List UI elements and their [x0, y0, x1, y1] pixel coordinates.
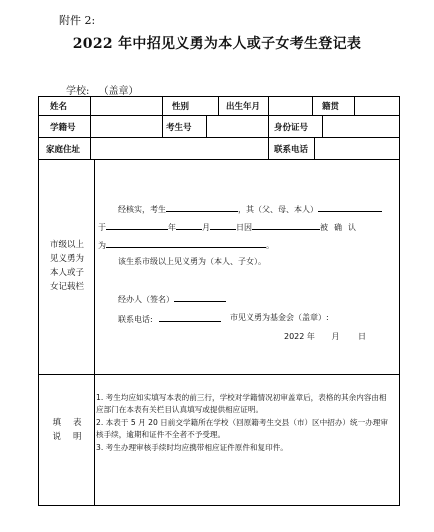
notes-side-char: 说: [52, 432, 61, 442]
person-blank[interactable]: [318, 202, 382, 212]
cert-text: 。: [266, 241, 274, 250]
cert-text: 年: [168, 223, 176, 232]
cert-text: 于: [98, 223, 106, 232]
cert-side-line: 女记载栏: [49, 282, 84, 292]
cert-text: 日因: [236, 223, 252, 232]
cert-text: 月: [202, 223, 210, 232]
cert-text: 被确认: [320, 223, 362, 232]
reason-blank[interactable]: [252, 220, 320, 230]
school-stamp: （盖章）: [98, 86, 139, 97]
phone-label: 联系电话: [274, 145, 309, 155]
instructions-list: [96, 392, 394, 454]
id-no-label: 身份证号: [274, 123, 309, 133]
gender-label: 性别: [172, 102, 190, 112]
cert-date: [284, 331, 366, 342]
cert-text: ，其（父、母、本人）: [238, 205, 318, 214]
cert-side-line: 市级以上: [49, 240, 84, 250]
cert-line-4: 该生系市级以上见义勇为（本人、子女）。: [118, 257, 266, 266]
day-blank[interactable]: [210, 220, 236, 230]
cert-text: 经核实，考生: [118, 205, 166, 214]
birth-label: 出生年月: [226, 102, 261, 112]
col-divider: [314, 137, 315, 160]
contact-line: [118, 312, 221, 325]
month-blank[interactable]: [176, 220, 202, 230]
registration-form-table: [38, 96, 400, 506]
col-divider: [90, 96, 91, 159]
cert-line-2: [98, 220, 362, 233]
cert-text: 为: [98, 241, 106, 250]
fund-stamp-label: 市见义勇为基金会（盖章）:: [230, 313, 329, 322]
handler-line: [118, 292, 226, 305]
date-day: 日: [358, 332, 366, 341]
contact-phone-blank[interactable]: [159, 312, 221, 322]
row-divider: [38, 374, 400, 375]
date-year: 2022 年: [284, 332, 315, 341]
address-label: 家庭住址: [46, 145, 81, 155]
school-label: 学校:: [66, 86, 90, 97]
cert-side-line: 本人或子: [49, 268, 84, 278]
handler-signature-blank[interactable]: [174, 292, 226, 302]
notes-side-char: 表: [73, 418, 82, 428]
instruction-item: 1. 考生均应如实填写本表的前三行，学校对学籍情况初审盖章后，表格的其余内容由相应部门在本表有关栏目认真填写或提供相应证明。: [96, 393, 387, 415]
notes-side-char: 填: [52, 418, 61, 428]
school-line: [66, 82, 145, 97]
row-divider: [38, 115, 400, 116]
origin-label: 籍贯: [322, 102, 340, 112]
col-divider: [162, 96, 163, 137]
attachment-label: 附件 2:: [59, 14, 96, 27]
page-title: 2022 年中招见义勇为本人或子女考生登记表: [72, 36, 362, 52]
cert-side-line: 见义勇为: [49, 254, 84, 264]
table-border-left: [38, 96, 39, 506]
cert-line-1: [118, 202, 382, 215]
row-divider: [38, 159, 400, 160]
confirmed-as-blank[interactable]: [106, 238, 266, 248]
col-divider: [322, 115, 323, 138]
cert-section-label: [40, 238, 94, 294]
section-label-divider: [94, 159, 95, 506]
name-label: 姓名: [50, 102, 68, 112]
table-border-right: [399, 96, 400, 506]
row-divider: [38, 137, 400, 138]
date-month: 月: [331, 332, 340, 341]
instruction-item: 3. 考生办理审核手续时均应携带相应证件原件和复印件。: [96, 442, 288, 452]
contact-label: 联系电话:: [118, 315, 153, 324]
notes-section-label: [40, 416, 94, 444]
notes-side-char: 明: [73, 432, 82, 442]
year-blank[interactable]: [106, 220, 168, 230]
col-divider: [312, 96, 313, 116]
col-divider: [218, 96, 219, 116]
exam-no-label: 考生号: [166, 123, 192, 133]
table-border-top: [38, 96, 400, 97]
examinee-name-blank[interactable]: [166, 202, 238, 212]
col-divider: [206, 115, 207, 138]
col-divider: [354, 96, 355, 116]
cert-line-3: [98, 238, 274, 251]
table-border-bottom: [38, 505, 400, 506]
col-divider: [268, 96, 269, 159]
handler-label: 经办人（签名）: [118, 295, 174, 304]
student-no-label: 学籍号: [50, 123, 76, 133]
instruction-item: 2. 本表于 5 月 20 日前交学籍所在学校（回原籍考生交县（市）区中招办）统一办理审核手续，逾期和证件不全者不予受理。: [96, 417, 388, 440]
